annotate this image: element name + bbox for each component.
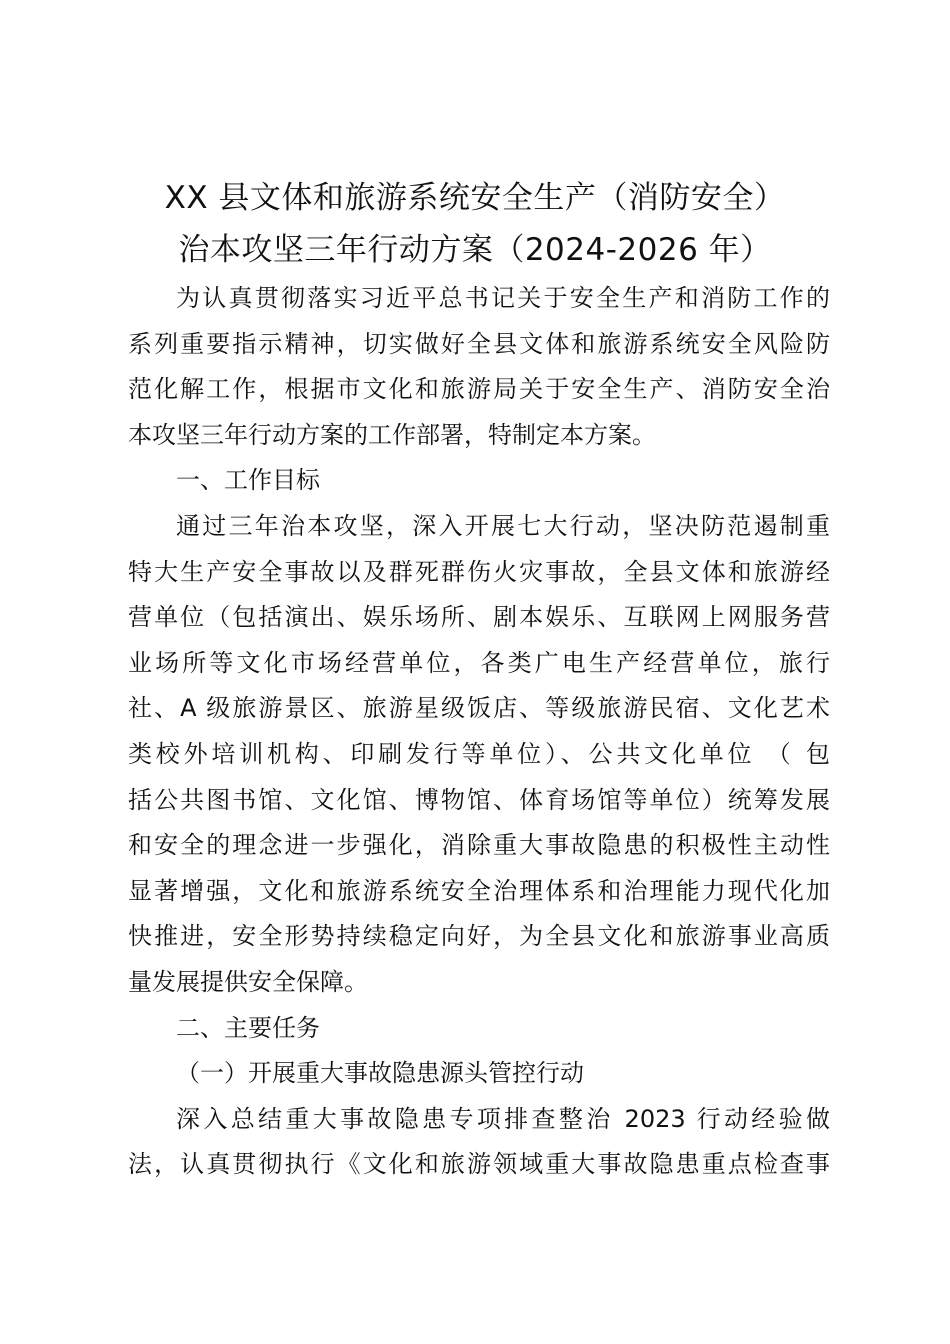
goal-line-6: 类校外培训机构、印刷发行等单位）、公共文化单位 （ 包: [128, 739, 830, 768]
paragraph-task: [128, 1097, 830, 1188]
paragraph-intro: [128, 276, 830, 458]
goal-line-3: 营单位（包括演出、娱乐场所、剧本娱乐、互联网上网服务营: [128, 603, 830, 632]
goal-line-7: 括公共图书馆、文化馆、博物馆、体育场馆等单位）统筹发展: [128, 785, 830, 814]
document-body: [128, 276, 830, 1188]
section-heading-tasks: 二、主要任务: [176, 1013, 320, 1042]
goal-line-4: 业场所等文化市场经营单位，各类广电生产经营单位，旅行: [128, 648, 830, 677]
task-line-1: 深入总结重大事故隐患专项排查整治 2023 行动经验做: [176, 1104, 830, 1133]
goal-line-9: 显著增强，文化和旅游系统安全治理体系和治理能力现代化加: [128, 876, 830, 905]
document-title: [120, 172, 830, 276]
goal-line-11: 量发展提供安全保障。: [128, 967, 368, 996]
task-line-2: 法，认真贯彻执行《文化和旅游领域重大事故隐患重点检查事: [128, 1150, 830, 1179]
title-line-1: XX 县文体和旅游系统安全生产（消防安全）: [164, 180, 786, 216]
goal-line-8: 和安全的理念进一步强化，消除重大事故隐患的积极性主动性: [128, 831, 830, 860]
intro-line-4: 本攻坚三年行动方案的工作部署，特制定本方案。: [128, 420, 656, 449]
intro-line-2: 系列重要指示精神，切实做好全县文体和旅游系统安全风险防: [128, 329, 830, 358]
goal-line-1: 通过三年治本攻坚，深入开展七大行动，坚决防范遏制重: [176, 511, 830, 540]
intro-line-1: 为认真贯彻落实习近平总书记关于安全生产和消防工作的: [176, 284, 830, 312]
title-line-2: 治本攻坚三年行动方案（2024-2026 年）: [178, 232, 772, 268]
paragraph-goal: [128, 504, 830, 1006]
goal-line-5: 社、A 级旅游景区、旅游星级饭店、等级旅游民宿、文化艺术: [128, 694, 830, 723]
goal-line-10: 快推进，安全形势持续稳定向好，为全县文化和旅游事业高质: [128, 922, 830, 951]
intro-line-3: 范化解工作，根据市文化和旅游局关于安全生产、消防安全治: [128, 375, 830, 404]
section-heading-goal: 一、工作目标: [176, 466, 320, 495]
goal-line-2: 特大生产安全事故以及群死群伤火灾事故，全县文体和旅游经: [128, 557, 830, 586]
subsection-heading-source-control: （一）开展重大事故隐患源头管控行动: [176, 1059, 584, 1088]
